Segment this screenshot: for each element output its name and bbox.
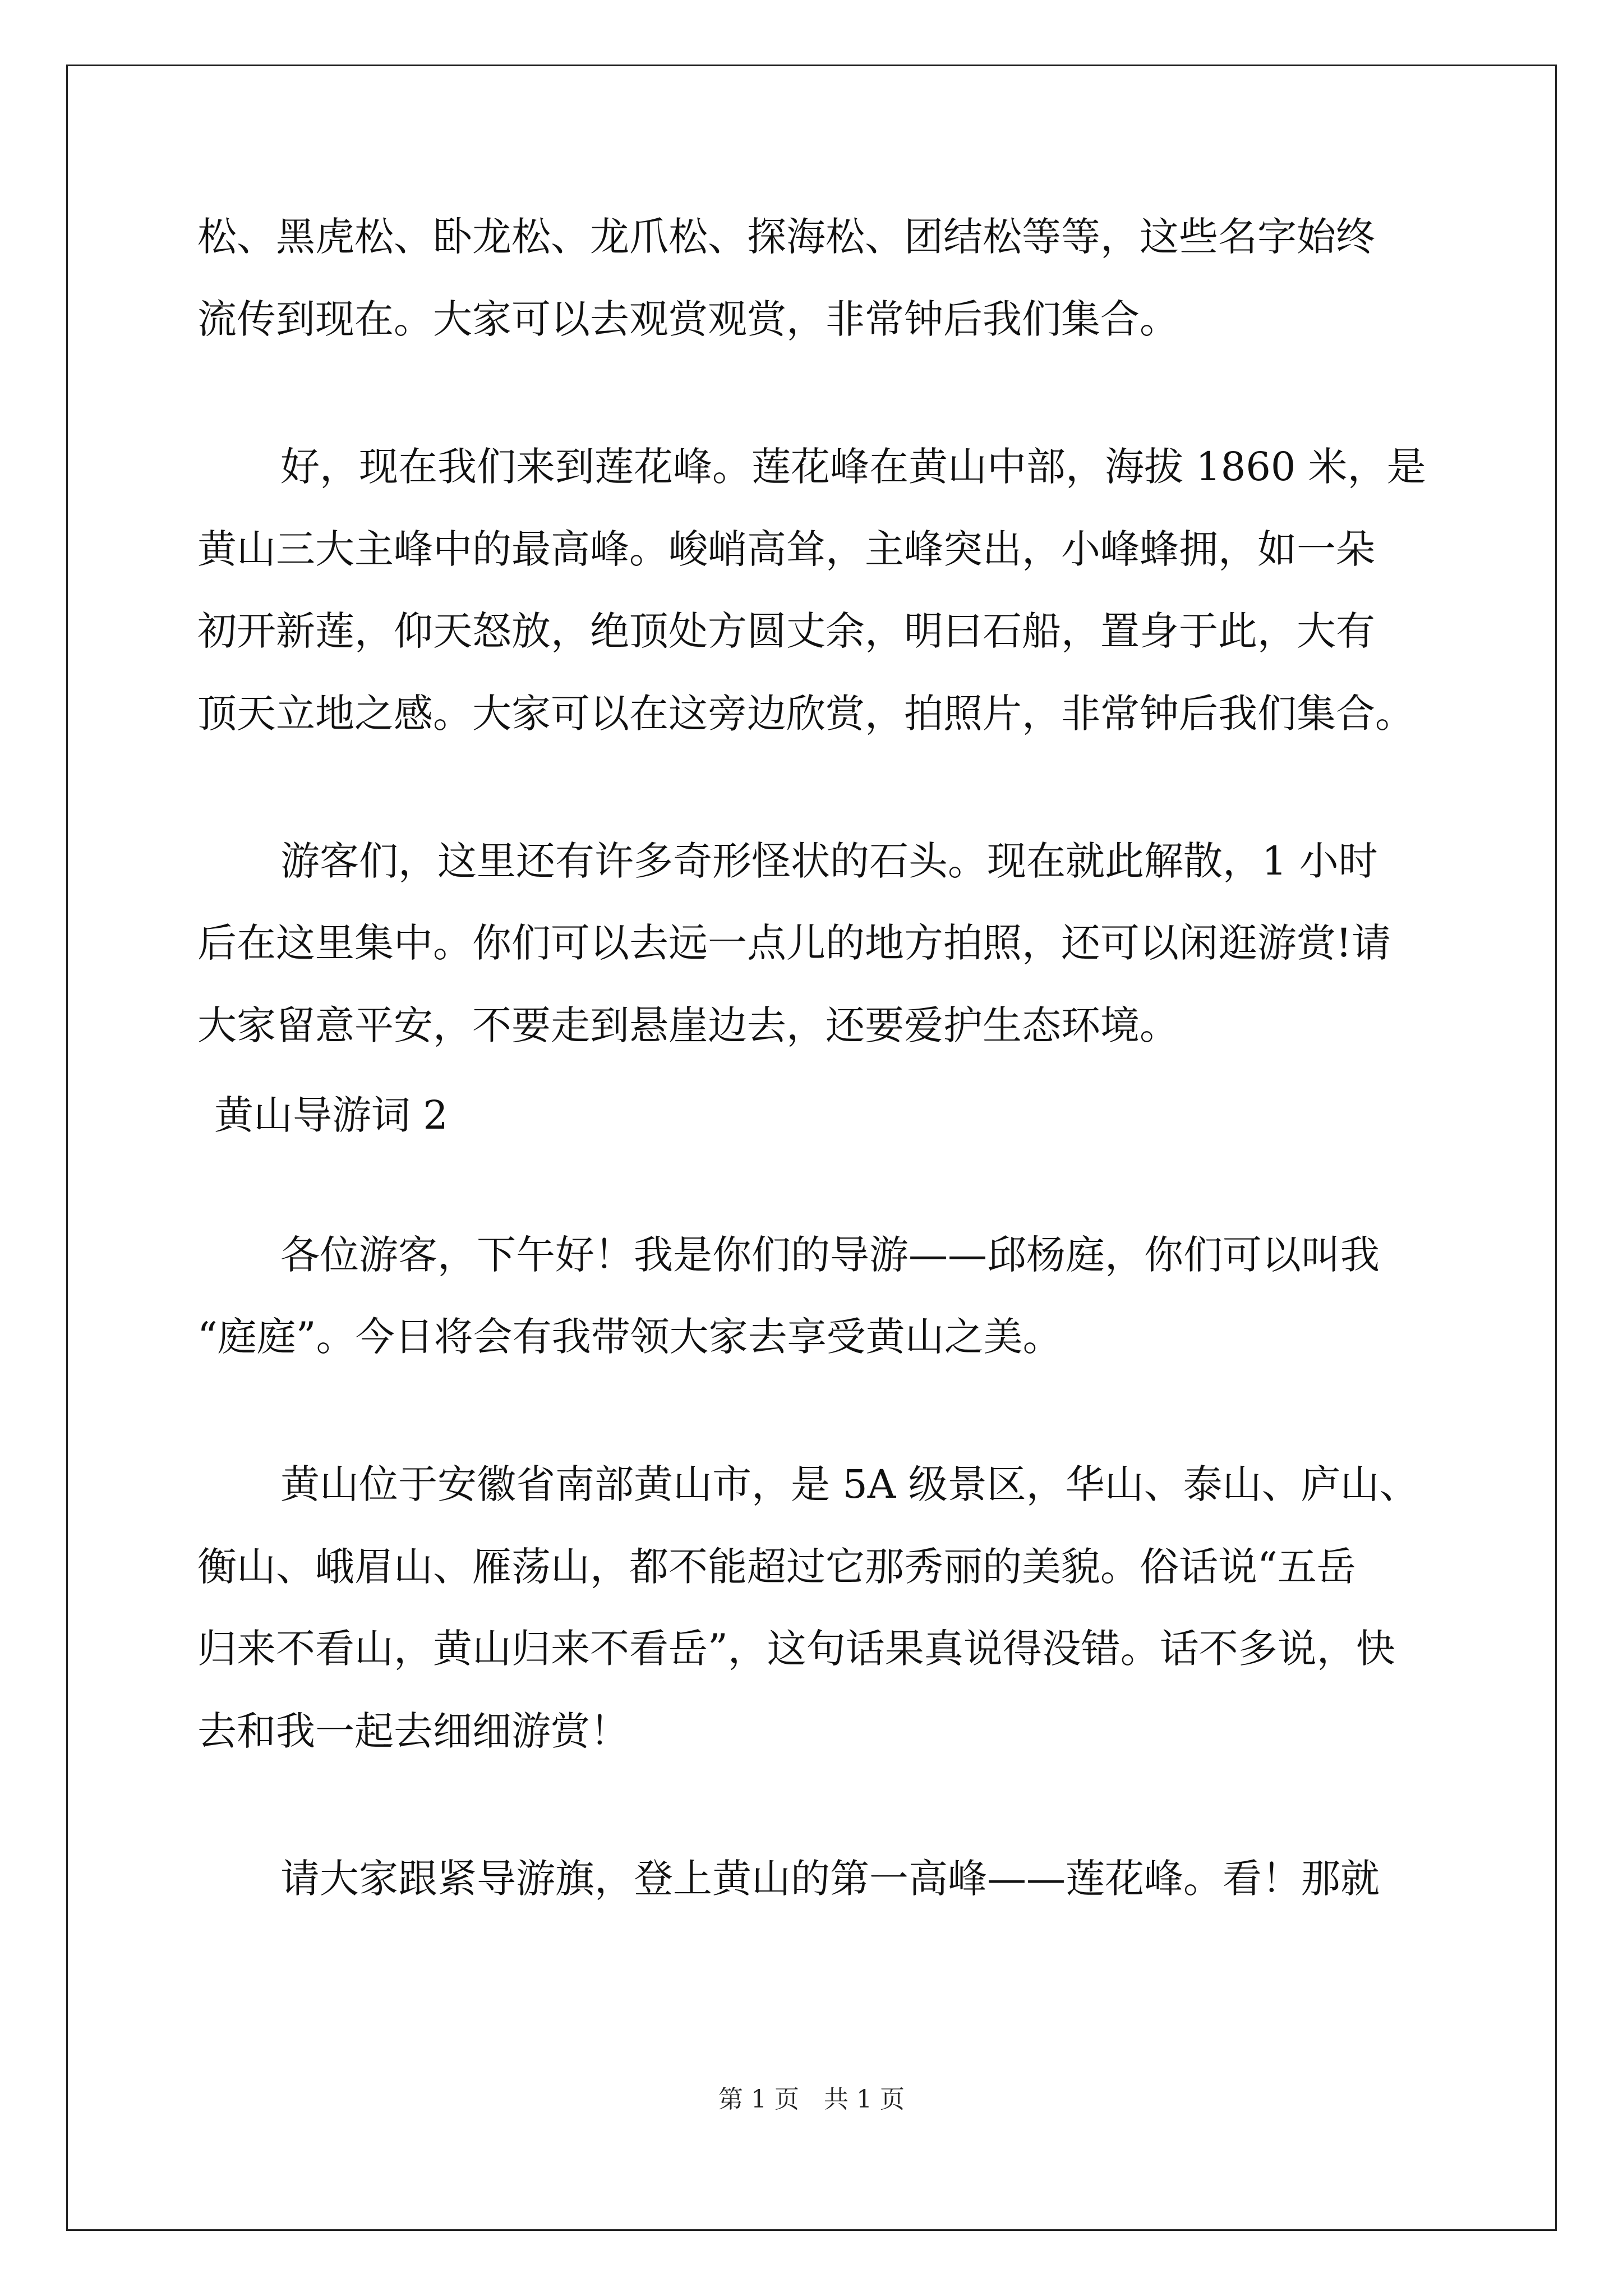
paragraph-start: 好，现在我们来到莲花峰。莲花峰在黄山中部，海拔 1860 米，是 [280, 444, 1426, 490]
page-footer: 第 1 页 共 1 页 [718, 2085, 905, 2114]
text-line: 去和我一起去细细游赏！ [197, 1708, 629, 1754]
paragraph-start: 黄山位于安徽省南部黄山市，是 5A 级景区，华山、泰山、庐山、 [280, 1461, 1419, 1507]
text-line: 初开新莲，仰天怒放，绝顶处方圆丈余，明曰石船，置身于此，大有 [197, 608, 1375, 654]
text-line: 松、黑虎松、卧龙松、龙爪松、探海松、团结松等等，这些名字始终 [197, 214, 1375, 260]
page-border [66, 65, 1557, 2231]
text-line: 大家留意平安，不要走到悬崖边去，还要爱护生态环境。 [197, 1002, 1179, 1048]
text-line: 后在这里集中。你们可以去远一点儿的地方拍照，还可以闲逛游赏!请 [197, 920, 1391, 966]
section-heading: 黄山导游词 2 [214, 1092, 448, 1138]
text-line: 衡山、峨眉山、雁荡山，都不能超过它那秀丽的美貌。俗话说“五岳 [197, 1544, 1356, 1590]
paragraph-start: 各位游客，下午好！我是你们的导游——邱杨庭，你们可以叫我 [280, 1232, 1380, 1278]
text-line: 归来不看山，黄山归来不看岳”，这句话果真说得没错。话不多说，快 [197, 1626, 1395, 1672]
text-line: 黄山三大主峰中的最高峰。峻峭高耸，主峰突出，小峰蜂拥，如一朵 [197, 526, 1375, 572]
text-line: 顶天立地之感。大家可以在这旁边欣赏，拍照片，非常钟后我们集合。 [197, 691, 1414, 737]
text-line: 流传到现在。大家可以去观赏观赏，非常钟后我们集合。 [197, 296, 1179, 342]
paragraph-start: 游客们，这里还有许多奇形怪状的石头。现在就此解散，1 小时 [280, 838, 1378, 884]
text-line: “庭庭”。今日将会有我带领大家去享受黄山之美。 [197, 1314, 1062, 1360]
paragraph-start: 请大家跟紧导游旗，登上黄山的第一高峰——莲花峰。看！那就 [280, 1856, 1380, 1902]
